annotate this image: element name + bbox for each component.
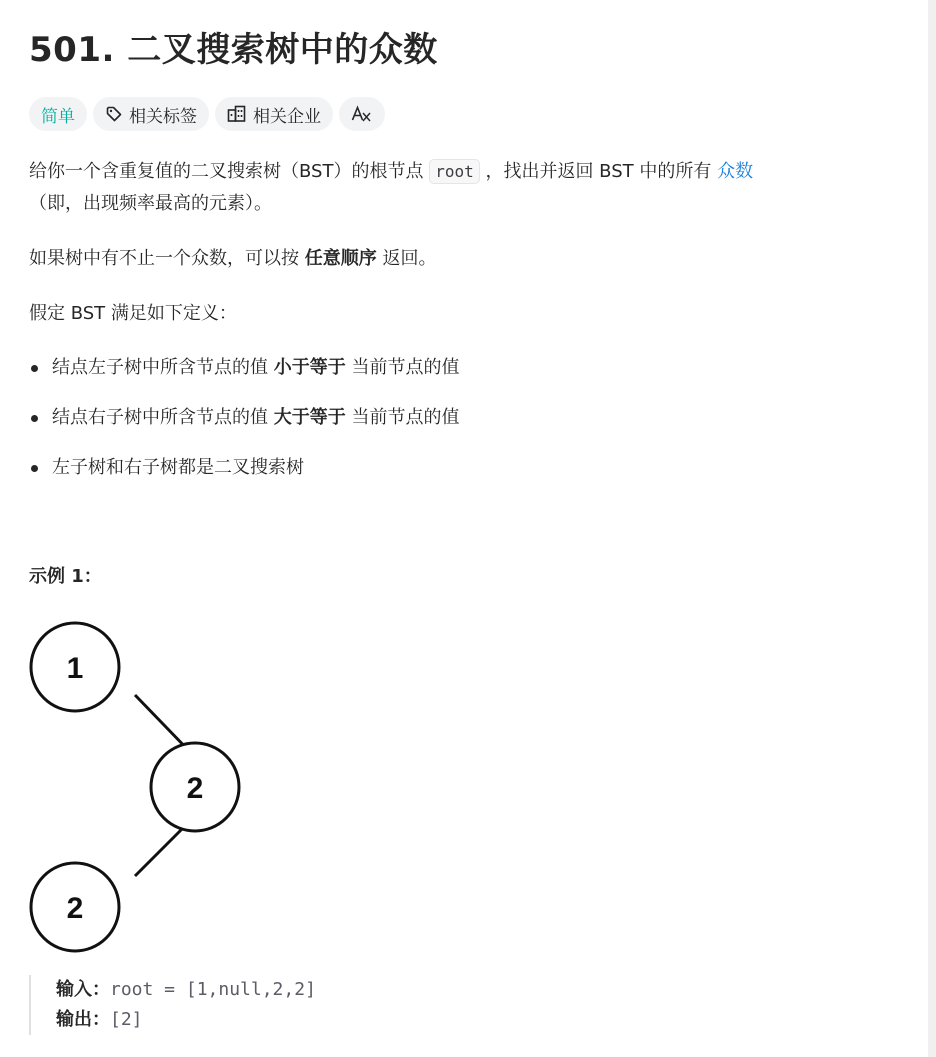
- list-item: [29, 352, 909, 384]
- description-paragraph-1: [29, 156, 909, 220]
- output-label: 输出：: [56, 1009, 110, 1030]
- text-segment: 返回。: [382, 248, 437, 269]
- example-tree-diagram: [29, 617, 269, 953]
- scrollbar-track[interactable]: [928, 0, 936, 1057]
- tree-node-label: 1: [66, 652, 84, 685]
- description-paragraph-3: 假定 BST 满足如下定义：: [29, 303, 237, 324]
- difficulty-label: 简单: [41, 106, 75, 127]
- text-segment: 结点左子树中所含节点的值: [52, 357, 268, 378]
- related-companies-button[interactable]: [215, 97, 333, 131]
- text-segment: 给你一个含重复值的二叉搜索树（BST）的根节点: [29, 161, 424, 182]
- description-paragraph-2: [29, 243, 909, 275]
- inline-code-root: root: [429, 159, 480, 184]
- bst-definition-list: [29, 352, 909, 484]
- tree-node-label: 2: [66, 892, 84, 925]
- tag-icon: [105, 105, 123, 123]
- bold-text: 小于等于: [273, 357, 346, 378]
- list-item: [29, 402, 909, 434]
- example-title: 示例 1：: [29, 566, 102, 587]
- example-io-block: [29, 975, 316, 1035]
- related-companies-label: 相关企业: [253, 106, 321, 127]
- problem-title: 501. 二叉搜索树中的众数: [29, 30, 438, 70]
- example-input: [56, 975, 316, 1005]
- output-value: [2]: [110, 1009, 143, 1030]
- translate-button[interactable]: [339, 97, 385, 131]
- text-segment: 当前节点的值: [351, 357, 460, 378]
- translate-icon: [351, 105, 373, 123]
- example-output: [56, 1005, 316, 1035]
- text-segment: ，找出并返回 BST 中的所有: [485, 161, 712, 182]
- text-segment: 结点右子树中所含节点的值: [52, 407, 268, 428]
- list-item: [29, 452, 909, 484]
- tag-bar: [29, 97, 909, 131]
- related-tags-label: 相关标签: [129, 106, 197, 127]
- input-label: 输入：: [56, 979, 110, 1000]
- building-icon: [227, 105, 247, 123]
- text-segment: （即，出现频率最高的元素）。: [29, 193, 272, 214]
- input-value: root = [1,null,2,2]: [110, 979, 316, 1000]
- bold-text: 任意顺序: [304, 248, 377, 269]
- text-segment: 左子树和右子树都是二叉搜索树: [52, 457, 304, 478]
- text-segment: 当前节点的值: [351, 407, 460, 428]
- mode-link[interactable]: 众数: [717, 161, 754, 182]
- problem-description: [29, 0, 909, 1030]
- bold-text: 大于等于: [273, 407, 346, 428]
- text-segment: 如果树中有不止一个众数，可以按: [29, 248, 299, 269]
- difficulty-badge[interactable]: [29, 97, 87, 131]
- related-tags-button[interactable]: [93, 97, 209, 131]
- tree-node-label: 2: [186, 772, 204, 805]
